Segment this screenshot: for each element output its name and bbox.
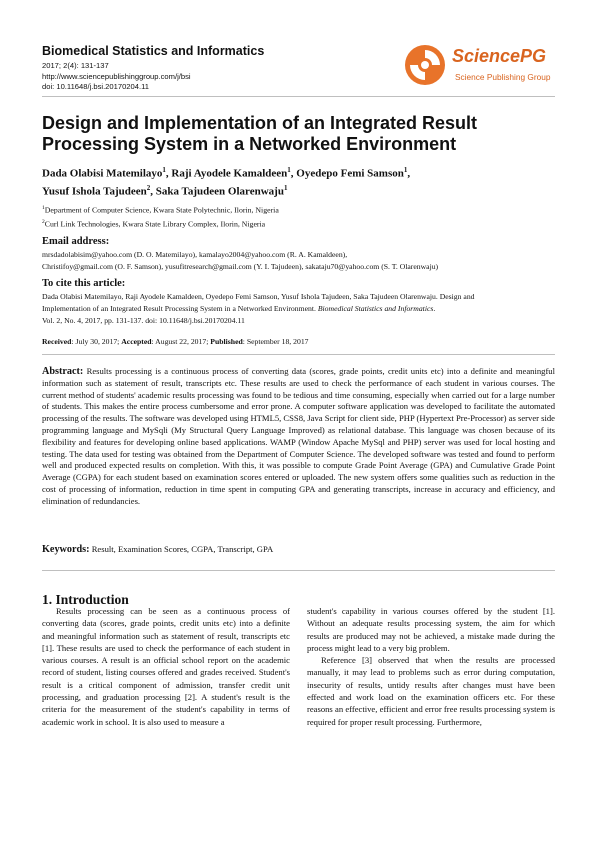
dates-divider [42,354,555,355]
affiliation-text: Curl Link Technologies, Kwara State Library Complex, Ilorin, Nigeria [44,219,266,229]
author-list: Dada Olabisi Matemilayo$^1$, Raji Ayodele Kamaldeen$^1$, Oyedepo Femi Samson$^1$, Yusuf Ishola Tajudeen$^2$, Saka Tajudeen Olarenwaju$^1$ [42,166,411,198]
email-heading: Email address: [42,236,110,247]
left-column [42,605,290,728]
email-line[interactable]: Christifoy@gmail.com (O. F. Samson), yusufitresearch@gmail.com (Y. I. Tajudeen), sakataju70@yahoo.com (S. T. Olarenwaju) [42,262,439,271]
citation-text: Implementation of an Integrated Result Processing System in a Networked Environment. [42,304,318,313]
paragraph: Reference [3] observed that when the results are processed manually, it may lead to problems such as error during computation, insecurity of results, untidy results after changes must have been effected and work load on the examination officers etc. For these reasons an effective, efficient and error free results processing system is required for proper result processing. Furthermore, [307,655,555,727]
article-dates [42,336,557,348]
keywords-label: Keywords: [42,544,90,555]
logo-subtitle: Science Publishing Group [455,72,551,82]
author-affil-mark: 1 [162,166,166,174]
paragraph: Results processing can be seen as a continuous process of converting data (scores, grade points, credit units etc) into a definite and meaningful information such as statement of result, transcripts etc [1]. These results are used to check the performance of each student in various courses. A result is an official school report on the academic record of student, listing courses offered and grades received. Student's result is a critical component of admission, transfer credit unit processing, and graduation processing [2]. A student's result is the criteria for the measurement of the student's capability in terms of academic work in school. It is also used to measure a [42,606,290,727]
sciencepg-logo-icon [402,42,448,88]
affiliation [42,205,279,215]
affiliation [42,219,265,229]
header-divider [42,96,555,97]
received-date: : July 30, 2017; [71,337,122,346]
affiliation-number: 2 [42,219,45,225]
published-date: : September 18, 2017 [242,337,309,346]
email-line[interactable]: mrsdadolabisim@yahoo.com (D. O. Matemilayo), kamalayo2004@yahoo.com (R. A. Kamaldeen), [42,250,348,259]
received-label: Received [42,337,72,346]
logo-name: SciencePG [452,46,547,66]
paper-title [42,113,562,155]
author-affil-mark: 1 [287,166,291,174]
affiliation-text: Department of Computer Science, Kwara State Polytechnic, Ilorin, Nigeria [44,205,279,215]
affiliation-number: 1 [42,205,45,211]
citation-line: Dada Olabisi Matemilayo, Raji Ayodele Kamaldeen, Oyedepo Femi Samson, Yusuf Ishola Tajudeen, Saka Tajudeen Olarenwaju. Design and [42,292,475,301]
abstract-label: Abstract: [42,366,84,377]
cite-heading: To cite this article: [42,278,126,289]
author-name: Oyedepo Femi Samson [296,167,404,180]
author-name: Yusuf Ishola Tajudeen [42,185,147,198]
author-affil-mark: 2 [146,184,151,193]
keywords-divider [42,570,555,571]
journal-name: Biomedical Statistics and Informatics [42,44,265,58]
accepted-date: : August 22, 2017; [151,337,211,346]
author-name: Saka Tajudeen Olarenwaju [155,185,284,198]
citation-end: . [433,304,436,313]
keywords [42,544,273,555]
title-line-1: Design and Implementation of an Integrated Result [42,113,478,133]
issue-info: 2017; 2(4): 131-137 [42,61,109,70]
title-line-2: Processing System in a Networked Environment [42,134,457,154]
published-label: Published [210,337,243,346]
sciencepg-logo [402,42,554,88]
paragraph: student's capability in various courses offered by the student [1]. Without an adequate results processing system, the aim for which results are produced may not be achieved, a mistake made during the process might lead to a very big problem. [307,606,555,653]
author-name: Raji Ayodele Kamaldeen [171,167,288,180]
abstract-text: Results processing is a continuous process of converting data (scores, grade points, credit units etc) into a definite and meaningful information such as statement of result, transcripts etc. These results are used to check the performance of each student in various courses. The current method of students' academic results processing was found to be tedious and time consuming, especially when carried out for a large number of students. This makes the entire process cumbersome and error prone. A computer software application was developed to facilitate the automated processing of the results. The software was developed using HTML5, CSS8, Java Script for client side, PHP (Hypertext Pre-Processor) as server side programming language and MySqli (My Structural Query Language Improved) as relational database. This language was chosen because of its flexibility and features for developing online based applications. WAMP (Window Apache MySql and PHP) server was used for local hosting and testing. The data used for testing was obtained from the Department of Computer Science. The developed software was tested and found to perform well and produced expected results on completion. With this, it was possible to compute Grade Point Average (GPA) and Cumulative Grade Point Average (CGPA) for each student based on examination scores entered or uploaded. The new system offers some qualities such as reduction in the cost of processing of information, reduction in time spent in computing GPA and generating transcripts, increase in accuracy and efficiency, and elimination of redundancies. [42,366,555,506]
author-affil-mark: 1 [283,184,288,193]
email-addresses [42,249,557,273]
citation-journal: Biomedical Statistics and Informatics [317,304,434,313]
author-name: Dada Olabisi Matemilayo [42,167,163,180]
accepted-label: Accepted [121,337,152,346]
journal-url[interactable]: http://www.sciencepublishinggroup.com/j/bsi [42,71,191,81]
author-affil-mark: 1 [403,166,408,174]
citation-line: Vol. 2, No. 4, 2017, pp. 131-137. doi: 10.11648/j.bsi.20170204.11 [42,316,245,325]
right-column [307,605,555,728]
citation [42,291,557,327]
section-heading: 1. Introduction [42,592,129,607]
abstract [42,366,555,508]
journal-meta [42,61,191,93]
keywords-text: Result, Examination Scores, CGPA, Transcript, GPA [89,544,274,554]
doi[interactable]: doi: 10.11648/j.bsi.20170204.11 [42,82,149,91]
citation-line [42,303,557,315]
